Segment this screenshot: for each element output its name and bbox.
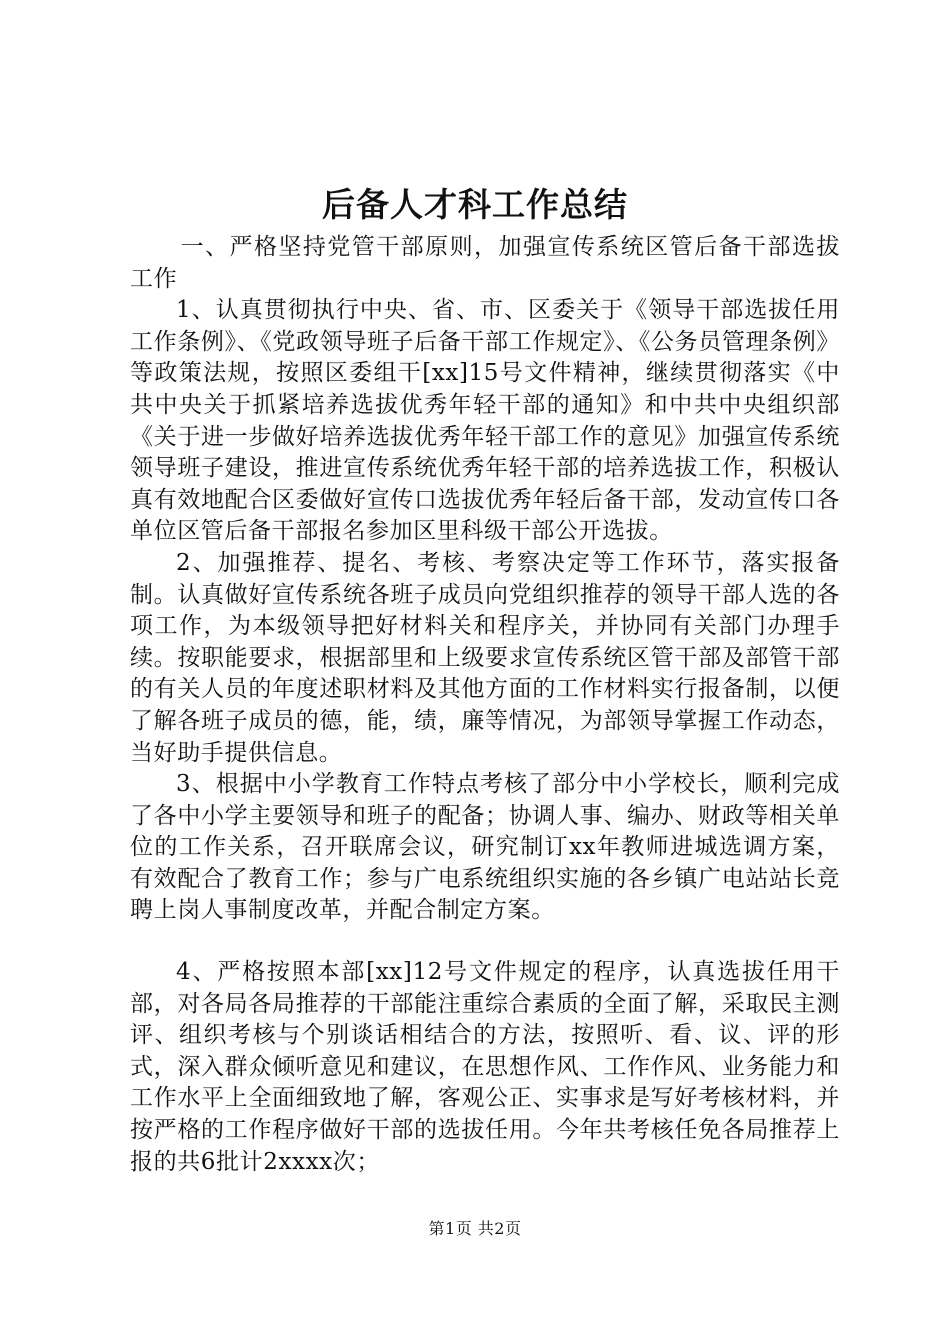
paragraph-4: 4、严格按照本部[xx]12号文件规定的程序，认真选拔任用干部，对各局各局推荐的干部能注重综合素质的全面了解，采取民主测评、组织考核与个别谈话相结合的方法，按照听、看、议、评的形式，深入群众倾听意见和建议，在思想作风、工作作风、业务能力和工作水平上全面细致地了解，客观公正、实事求是写好考核材料，并按严格的工作程序做好干部的选拔任用。今年共考核任免各局推荐上报的共6批计2xxxx次； (130, 959, 840, 1175)
paragraph-spacer (130, 927, 840, 957)
document-body (130, 232, 840, 1178)
section-heading-1: 一、严格坚持党管干部原则，加强宣传系统区管后备干部选拔工作 (130, 234, 840, 292)
document-title: 后备人才科工作总结 (322, 185, 628, 224)
paragraph-3: 3、根据中小学教育工作特点考核了部分中小学校长，顺利完成了各中小学主要领导和班子的配备；协调人事、编办、财政等相关单位的工作关系，召开联席会议，研究制订xx年教师进城选调方案，有效配合了教育工作；参与广电系统组织实施的各乡镇广电站站长竞聘上岗人事制度改革，并配合制定方案。 (130, 771, 840, 924)
paragraph-1: 1、认真贯彻执行中央、省、市、区委关于《领导干部选拔任用工作条例》、《党政领导班子后备干部工作规定》、《公务员管理条例》等政策法规，按照区委组干[xx]15号文件精神，继续贯彻落实《中共中央关于抓紧培养选拔优秀年轻干部的通知》和中共中央组织部《关于进一步做好培养选拔优秀年轻干部工作的意见》加强宣传系统领导班子建设，推进宣传系统优秀年轻干部的培养选拔工作，积极认真有效地配合区委做好宣传口选拔优秀年轻后备干部，发动宣传口各单位区管后备干部报名参加区里科级干部公开选拔。 (130, 297, 840, 545)
page-footer: 第1页 共2页 (428, 1219, 522, 1238)
paragraph-2: 2、加强推荐、提名、考核、考察决定等工作环节，落实报备制。认真做好宣传系统各班子成员向党组织推荐的领导干部人选的各项工作，为本级领导把好材料关和程序关，并协同有关部门办理手续。按职能要求，根据部里和上级要求宣传系统区管干部及部管干部的有关人员的年度述职材料及其他方面的工作材料实行报备制，以便了解各班子成员的德，能，绩，廉等情况，为部领导掌握工作动态，当好助手提供信息。 (130, 549, 840, 766)
